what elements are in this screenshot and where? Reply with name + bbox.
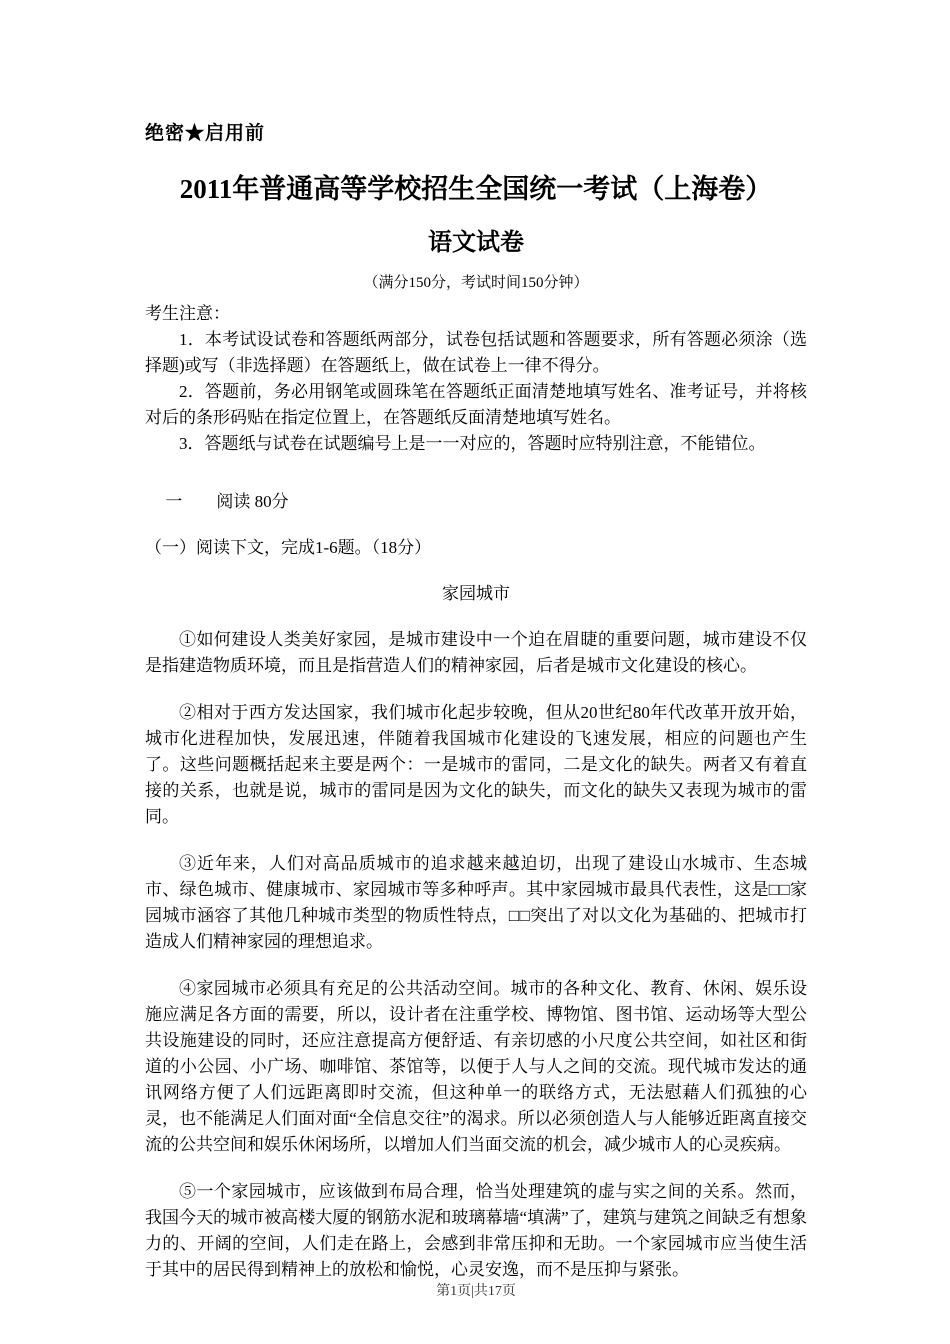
essay-title: 家园城市 xyxy=(442,584,510,603)
classification-banner: 绝密★启用前 xyxy=(145,123,266,144)
page-footer: 第1页|共17页 xyxy=(436,1284,516,1299)
exam-title: 2011年普通高等学校招生全国统一考试（上海卷） xyxy=(179,174,773,204)
notice-item-1: 1．本考试设试卷和答题纸两部分，试卷包括试题和答题要求，所有答题必须涂（选择题)或写（非选择题）在答题纸上，做在试卷上一律不得分。 xyxy=(145,330,807,375)
essay-paragraph-5: ⑤一个家园城市，应该做到布局合理，恰当处理建筑的虚与实之间的关系。然而，我国今天的城市被高楼大厦的钢筋水泥和玻璃幕墙“填满”了，建筑与建筑之间缺乏有想象力的、开阔的空间，人们走在路上，会感到非常压抑和无助。一个家园城市应当使生活于其中的居民得到精神上的放松和愉悦，心灵安逸，而不是压抑与紧张。 xyxy=(145,1182,807,1279)
essay-paragraph-3: ③近年来，人们对高品质城市的追求越来越迫切，出现了建设山水城市、生态城市、绿色城市、健康城市、家园城市等多种呼声。其中家园城市最具代表性，这是□□家园城市涵容了其他几种城市类型的物质性特点，□□突出了对以文化为基础的、把城市打造成人们精神家园的理想追求。 xyxy=(145,854,807,951)
essay-paragraph-1: ①如何建设人类美好家园，是城市建设中一个迫在眉睫的重要问题，城市建设不仅是指建造物质环境，而且是指营造人们的精神家园，后者是城市文化建设的核心。 xyxy=(145,630,807,675)
notice-heading: 考生注意： xyxy=(145,304,230,323)
part-heading-passage-one: （一）阅读下文，完成1-6题。（18分） xyxy=(145,538,432,557)
notice-item-3: 3．答题纸与试卷在试题编号上是一一对应的，答题时应特别注意，不能错位。 xyxy=(179,434,766,453)
notice-item-2: 2．答题前，务必用钢笔或圆珠笔在答题纸正面清楚地填写姓名、准考证号，并将核对后的条形码贴在指定位置上，在答题纸反面清楚地填写姓名。 xyxy=(145,382,807,427)
essay-paragraph-4: ④家园城市必须具有充足的公共活动空间。城市的各种文化、教育、休闲、娱乐设施应满足各方面的需要，所以，设计者在注重学校、博物馆、图书馆、运动场等大型公共设施建设的同时，还应注意提高方便舒适、有亲切感的小尺度公共空间，如社区和街道的小公园、小广场、咖啡馆、茶馆等，以便于人与人之间的交流。现代城市发达的通讯网络方便了人们远距离即时交流，但这种单一的联络方式，无法慰藉人们孤独的心灵，也不能满足人们面对面“全信息交往”的渴求。所以必须创造人与人能够近距离直接交流的公共空间和娱乐休闲场所，以增加人们当面交流的机会，减少城市人的心灵疾病。 xyxy=(145,979,807,1154)
exam-info-line: （满分150分，考试时间150分钟） xyxy=(363,275,589,291)
paper-title: 语文试卷 xyxy=(428,230,524,256)
essay-paragraph-2: ②相对于西方发达国家，我们城市化起步较晚，但从20世纪80年代改革开放开始，城市化进程加快，发展迅速，伴随着我国城市化建设的飞速发展，相应的问题也产生了。这些问题概括起来主要是两个：一是城市的雷同，二是文化的缺失。两者又有着直接的关系，也就是说，城市的雷同是因为文化的缺失，而文化的缺失又表现为城市的雷同。 xyxy=(145,703,807,826)
section-heading-reading: 一 阅读 80分 xyxy=(165,492,289,511)
